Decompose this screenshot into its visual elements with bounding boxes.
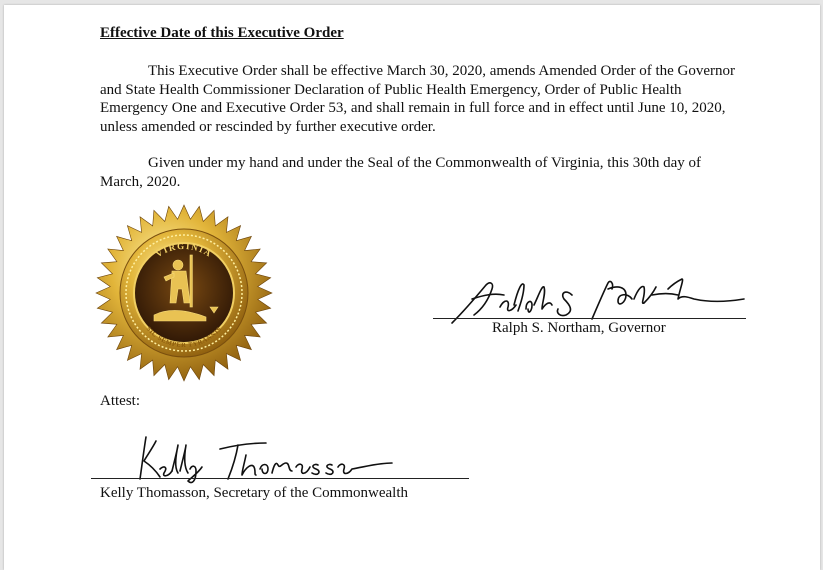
- document-page: [4, 5, 820, 570]
- governor-name-title: Ralph S. Northam, Governor: [492, 320, 666, 336]
- seal-bottom-text: SIC SEMPER TYRANNIS: [144, 325, 224, 350]
- seal-top-text: VIRGINIA: [153, 240, 215, 260]
- attest-label: Attest:: [100, 393, 140, 409]
- paragraph-text: This Executive Order shall be effective March 30, 2020, amends Amended Order of the Governor and State Health Commissioner Declaration of Public Health Emergency, Order of Public Health Emergency One and Executive Order 53, and shall remain in full force and in effect until June 10, 2020, unless amended or rescinded by further executive order.: [100, 63, 736, 135]
- governor-signature-line: [433, 318, 746, 319]
- given-under-hand-paragraph: [100, 154, 740, 191]
- section-heading: Effective Date of this Executive Order: [100, 25, 344, 41]
- paragraph-text: Given under my hand and under the Seal of the Commonwealth of Virginia, this 30th day of March, 2020.: [100, 155, 702, 190]
- secretary-signature: [134, 431, 404, 485]
- effective-date-paragraph: [100, 62, 740, 136]
- secretary-signature-line: [91, 478, 469, 479]
- virginia-seal: [94, 203, 274, 383]
- secretary-name-title: Kelly Thomasson, Secretary of the Commonwealth: [100, 485, 408, 501]
